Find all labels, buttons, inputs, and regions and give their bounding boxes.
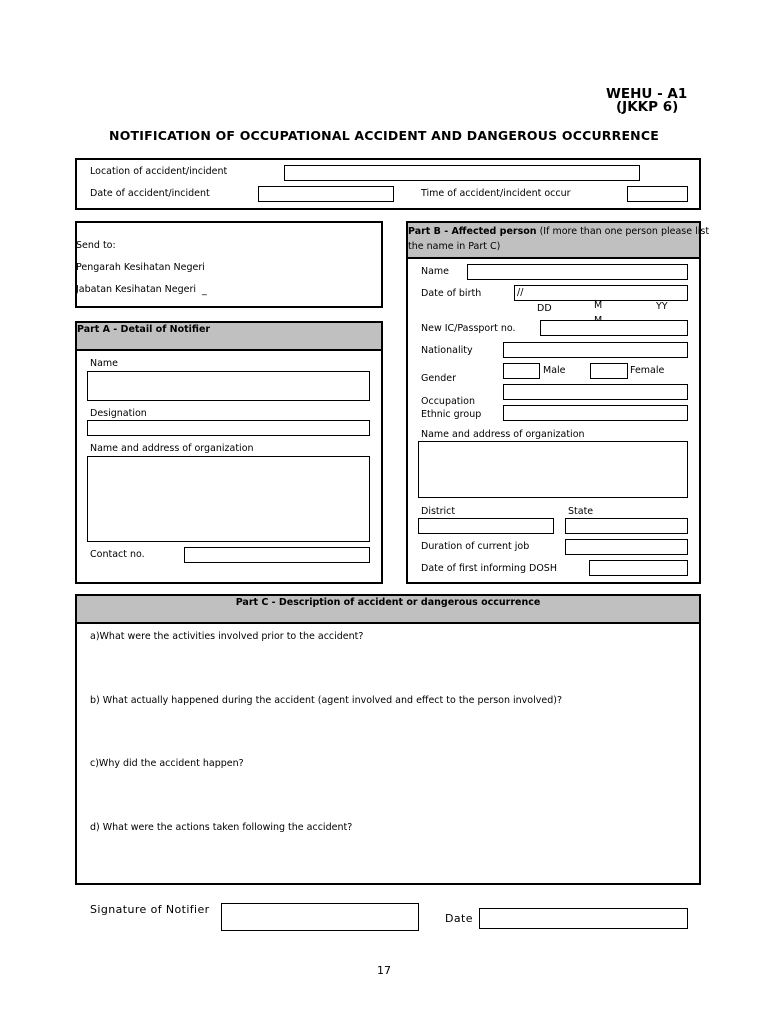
ic-label: New IC/Passport no. xyxy=(421,323,516,334)
send-to-label: Send to: xyxy=(76,240,116,251)
part-b-heading-bold: Part B - Affected person xyxy=(408,226,537,237)
accident-time-input[interactable] xyxy=(627,186,688,202)
location-label: Location of accident/incident xyxy=(90,166,228,177)
page-number: 17 xyxy=(377,964,391,977)
notifier-name-input[interactable] xyxy=(87,371,370,401)
part-c-heading: Part C - Description of accident or dangerous occurrence xyxy=(235,597,541,608)
part-b-name-label: Name xyxy=(421,266,450,277)
duration-input[interactable] xyxy=(565,539,688,555)
form-reference: (JKKP 6) xyxy=(616,99,679,115)
female-checkbox[interactable] xyxy=(590,363,628,379)
affected-org-textarea[interactable] xyxy=(418,441,688,498)
occupation-input[interactable] xyxy=(503,384,688,400)
dob-yy-label: YY xyxy=(656,301,668,312)
state-label: State xyxy=(568,506,594,517)
signature-label: Signature of Notifier xyxy=(90,903,210,916)
notifier-org-textarea[interactable] xyxy=(87,456,370,542)
ic-input[interactable] xyxy=(540,320,688,336)
dob-mm-label-1: M xyxy=(594,300,603,311)
first-inform-label: Date of first informing DOSH xyxy=(421,563,557,574)
affected-name-input[interactable] xyxy=(467,264,688,280)
district-input[interactable] xyxy=(418,518,554,534)
nationality-input[interactable] xyxy=(503,342,688,358)
part-b-org-label: Name and address of organization xyxy=(421,429,585,440)
time-label: Time of accident/incident occur xyxy=(421,188,571,199)
dob-label: Date of birth xyxy=(421,288,482,299)
duration-label: Duration of current job xyxy=(421,541,530,552)
part-b-heading xyxy=(408,226,709,238)
send-to-line1: Pengarah Kesihatan Negeri xyxy=(76,262,205,273)
accident-date-input[interactable] xyxy=(258,186,394,202)
question-d: d) What were the actions taken following the accident? xyxy=(90,822,353,833)
footer-date-label: Date xyxy=(445,912,473,925)
question-c: c)Why did the accident happen? xyxy=(90,758,244,769)
part-a-heading: Part A - Detail of Notifier xyxy=(77,324,211,335)
part-b-heading-line2: the name in Part C) xyxy=(408,241,501,252)
location-input[interactable] xyxy=(284,165,640,181)
form-code: WEHU - A1 xyxy=(606,86,688,102)
dob-dd-label: DD xyxy=(537,303,552,314)
male-checkbox[interactable] xyxy=(503,363,540,379)
ethnic-input[interactable] xyxy=(503,405,688,421)
contact-input[interactable] xyxy=(184,547,370,563)
state-input[interactable] xyxy=(565,518,688,534)
gender-label: Gender xyxy=(421,373,457,384)
contact-label: Contact no. xyxy=(90,549,145,560)
question-a: a)What were the activities involved prior to the accident? xyxy=(90,631,364,642)
ethnic-label: Ethnic group xyxy=(421,409,482,420)
send-to-line2: Jabatan Kesihatan Negeri xyxy=(76,284,197,295)
page-title: NOTIFICATION OF OCCUPATIONAL ACCIDENT AND DANGEROUS OCCURRENCE xyxy=(109,128,659,143)
first-inform-input[interactable] xyxy=(589,560,688,576)
question-b: b) What actually happened during the accident (agent involved and effect to the person involved)? xyxy=(90,695,563,706)
part-a-name-label: Name xyxy=(90,358,119,369)
designation-input[interactable] xyxy=(87,420,370,436)
date-label: Date of accident/incident xyxy=(90,188,210,199)
dob-input[interactable] xyxy=(514,285,688,301)
occupation-label: Occupation xyxy=(421,396,475,407)
signature-input[interactable] xyxy=(221,903,419,931)
nationality-label: Nationality xyxy=(421,345,473,356)
designation-label: Designation xyxy=(90,408,147,419)
footer-date-input[interactable] xyxy=(479,908,688,929)
female-label: Female xyxy=(630,365,665,376)
send-to-line2-suffix: _ xyxy=(202,285,207,296)
male-label: Male xyxy=(543,365,566,376)
part-b-heading-rest: (If more than one person please list xyxy=(536,226,710,237)
part-a-org-label: Name and address of organization xyxy=(90,443,254,454)
dob-value: // xyxy=(517,287,524,298)
district-label: District xyxy=(421,506,456,517)
